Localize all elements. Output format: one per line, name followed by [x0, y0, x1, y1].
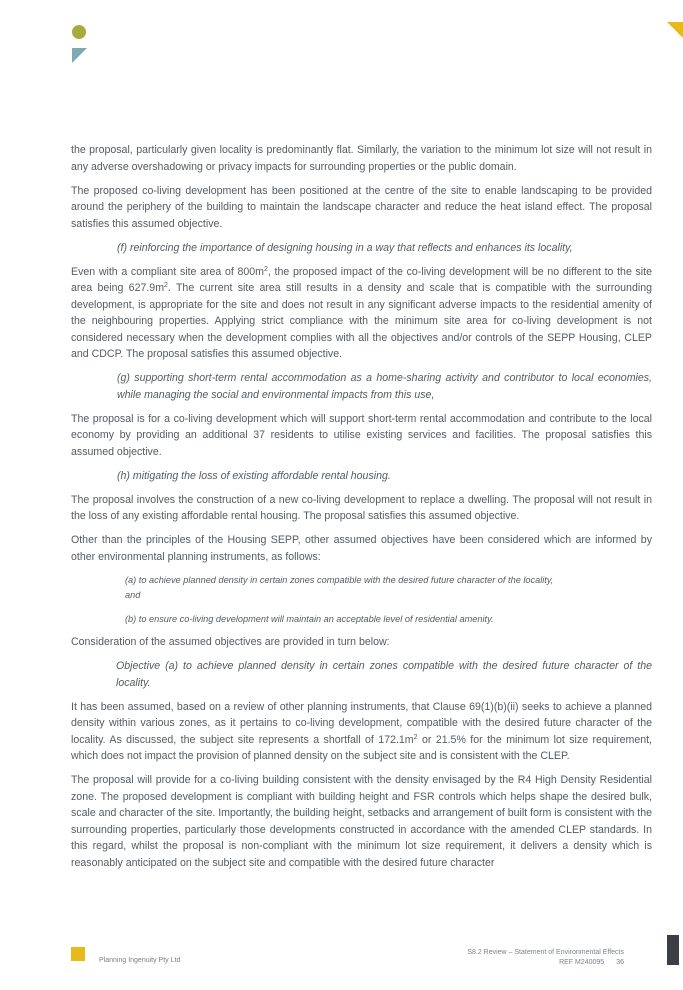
paragraph: Consideration of the assumed objectives are provided in turn below: [71, 636, 390, 648]
paragraph: the proposal, particularly given locality is predominantly flat. Similarly, the variation to the minimum lot size will not result in any adverse overshadowing or privacy impacts for surrounding properties or the public domain. [71, 144, 652, 173]
objective-a-heading: Objective (a) to achieve planned density in certain zones compatible with the desired future character of the locality. [116, 660, 652, 689]
paragraph: The proposed co-living development has been positioned at the centre of the site to enable landscaping to be provided around the periphery of the building to maintain the landscape character and reduce the heat island effect. The proposal satisfies this assumed objective. [71, 184, 652, 230]
assumed-objective-a: (a) to achieve planned density in certain zones compatible with the desired future character of the locality, and [125, 574, 554, 600]
paragraph: The proposal involves the construction of a new co-living development to replace a dwelling. The proposal will not result in the loss of any existing affordable rental housing. The proposal satisfies this assumed objective. [71, 493, 652, 522]
quoted-objective-h: (h) mitigating the loss of existing affordable rental housing. [117, 469, 391, 482]
quoted-objective-g: (g) supporting short-term rental accommodation as a home-sharing activity and contributor to local economies, while managing the social and environmental impacts from this use, [117, 372, 652, 401]
corner-mark [667, 22, 683, 38]
footer-info [467, 948, 624, 968]
logo-circle [72, 25, 86, 39]
footer-bar [667, 935, 679, 965]
footer-ref-line: REF M240095 36 [559, 959, 624, 966]
logo-triangle [72, 48, 87, 63]
footer-logo-square [71, 947, 85, 961]
paragraph: The proposal is for a co-living development which will support short-term rental accommodation and contribute to the local economy by providing an additional 37 residents to utilise existing services and facilities. The proposal satisfies this assumed objective. [71, 412, 652, 458]
paragraph: Other than the principles of the Housing SEPP, other assumed objectives have been considered which are informed by other environmental planning instruments, as follows: [71, 534, 652, 563]
page-number: 36 [616, 959, 624, 966]
paragraph: The proposal will provide for a co-living building consistent with the density envisaged by the R4 High Density Residential zone. The proposed development is compliant with building height and FSR controls which helps shape the desired bulk, scale and character of the site. Importantly, the building height, setbacks and arrangement of built form is consistent with the surrounding properties, particularly those developments constructed in accordance with the amended CLEP standards. In this regard, whilst the proposal is non-compliant with the minimum lot size requirement, it delivers a density which is reasonably anticipated on the subject site and compatible with the desired future character [71, 774, 653, 869]
footer-doc-title: S8.2 Review – Statement of Environmental Effects [467, 949, 624, 956]
document-body [71, 142, 652, 879]
assumed-objective-b: (b) to ensure co-living development will maintain an acceptable level of residential amenity. [125, 613, 494, 624]
paragraph: It has been assumed, based on a review of other planning instruments, that Clause 69(1)(b)(ii) seeks to achieve a planned density within various zones, as it pertains to co-living development, compatible with the desired future character of the locality. As discussed, the subject site represents a shortfall of $172.1m^2$ or 21.5% for the minimum lot size requirement, which does not impact the provision of planned density on the subject site and is consistent with the CLEP. [71, 700, 652, 762]
footer-company: Planning Ingenuity Pty Ltd [99, 957, 181, 964]
paragraph: Even with a compliant site area of $800m^2$, the proposed impact of the co-living development will be no different to the site area being $627.9m^2$. The current site area still results in a density and scale that is compatible with the surrounding development, is appropriate for the site and does not result in any significant adverse impacts to the residential amenity of the neighbouring properties. Applying strict compliance with the minimum site area for co-living development is not considered necessary when the development complies with all the objectives and/or controls of the SEPP Housing, CLEP and CDCP. The proposal satisfies this assumed objective. [71, 265, 653, 360]
quoted-objective-f: (f) reinforcing the importance of designing housing in a way that reflects and enhances its locality, [117, 241, 573, 254]
